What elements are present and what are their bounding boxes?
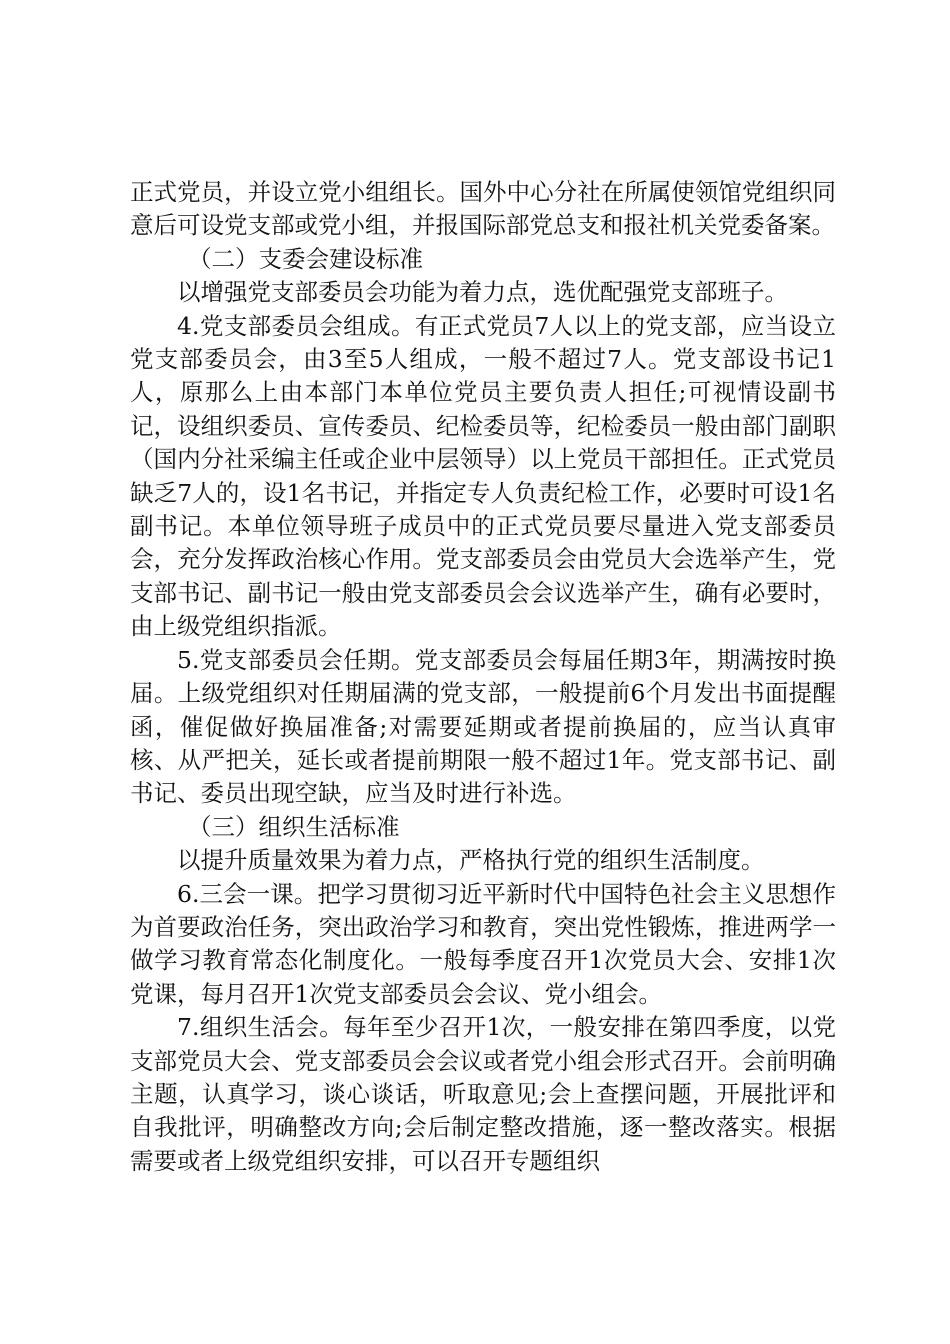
paragraph-continued: 正式党员，并设立党小组组长。国外中心分社在所属使领馆党组织同意后可设党支部或党小组，并报国际部党总支和报社机关党委备案。 bbox=[130, 178, 836, 240]
paragraph-item-6: 6.三会一课。把学习贯彻习近平新时代中国特色社会主义思想作为首要政治任务，突出政治学习和教育，突出党性锻炼，推进两学一做学习教育常态化制度化。一般每季度召开1次党员大会、安排1次党课，每月召开1次党支部委员会会议、党小组会。 bbox=[130, 879, 836, 1008]
paragraph-organizational-life-intro: 以提升质量效果为着力点，严格执行党的组织生活制度。 bbox=[177, 846, 765, 875]
paragraph-item-4: 4.党支部委员会组成。有正式党员7人以上的党支部，应当设立党支部委员会，由3至5人组成，一般不超过7人。党支部设书记1人，原那么上由本部门本单位党员主要负责人担任;可视情设副书记，设组织委员、宣传委员、纪检委员等，纪检委员一般由部门副职（国内分社采编主任或企业中层领导）以上党员干部担任。正式党员缺乏7人的，设1名书记，并指定专人负责纪检工作，必要时可设1名副书记。本单位领导班子成员中的正式党员要尽量进入党支部委员会，充分发挥政治核心作用。党支部委员会由党员大会选举产生，党支部书记、副书记一般由党支部委员会会议选举产生，确有必要时，由上级党组织指派。 bbox=[130, 311, 836, 641]
paragraph-item-5: 5.党支部委员会任期。党支部委员会每届任期3年，期满按时换届。上级党组织对任期届满的党支部，一般提前6个月发出书面提醒函，催促做好换届准备;对需要延期或者提前换届的，应当认真审核、从严把关，延长或者提前期限一般不超过1年。党支部书记、副书记、委员出现空缺，应当及时进行补选。 bbox=[130, 645, 836, 808]
section-heading-branch-committee: （二）支委会建设标准 bbox=[188, 244, 423, 273]
paragraph-committee-intro: 以增强党支部委员会功能为着力点，选优配强党支部班子。 bbox=[177, 278, 788, 307]
document-body bbox=[130, 176, 836, 1178]
section-heading-organizational-life: （三）组织生活标准 bbox=[188, 812, 400, 841]
paragraph-item-7: 7.组织生活会。每年至少召开1次，一般安排在第四季度，以党支部党员大会、党支部委员会会议或者党小组会形式召开。会前明确主题，认真学习，谈心谈话，听取意见;会上查摆问题，开展批评和自我批评，明确整改方向;会后制定整改措施，逐一整改落实。根据需要或者上级党组织安排，可以召开专题组织 bbox=[130, 1013, 836, 1175]
